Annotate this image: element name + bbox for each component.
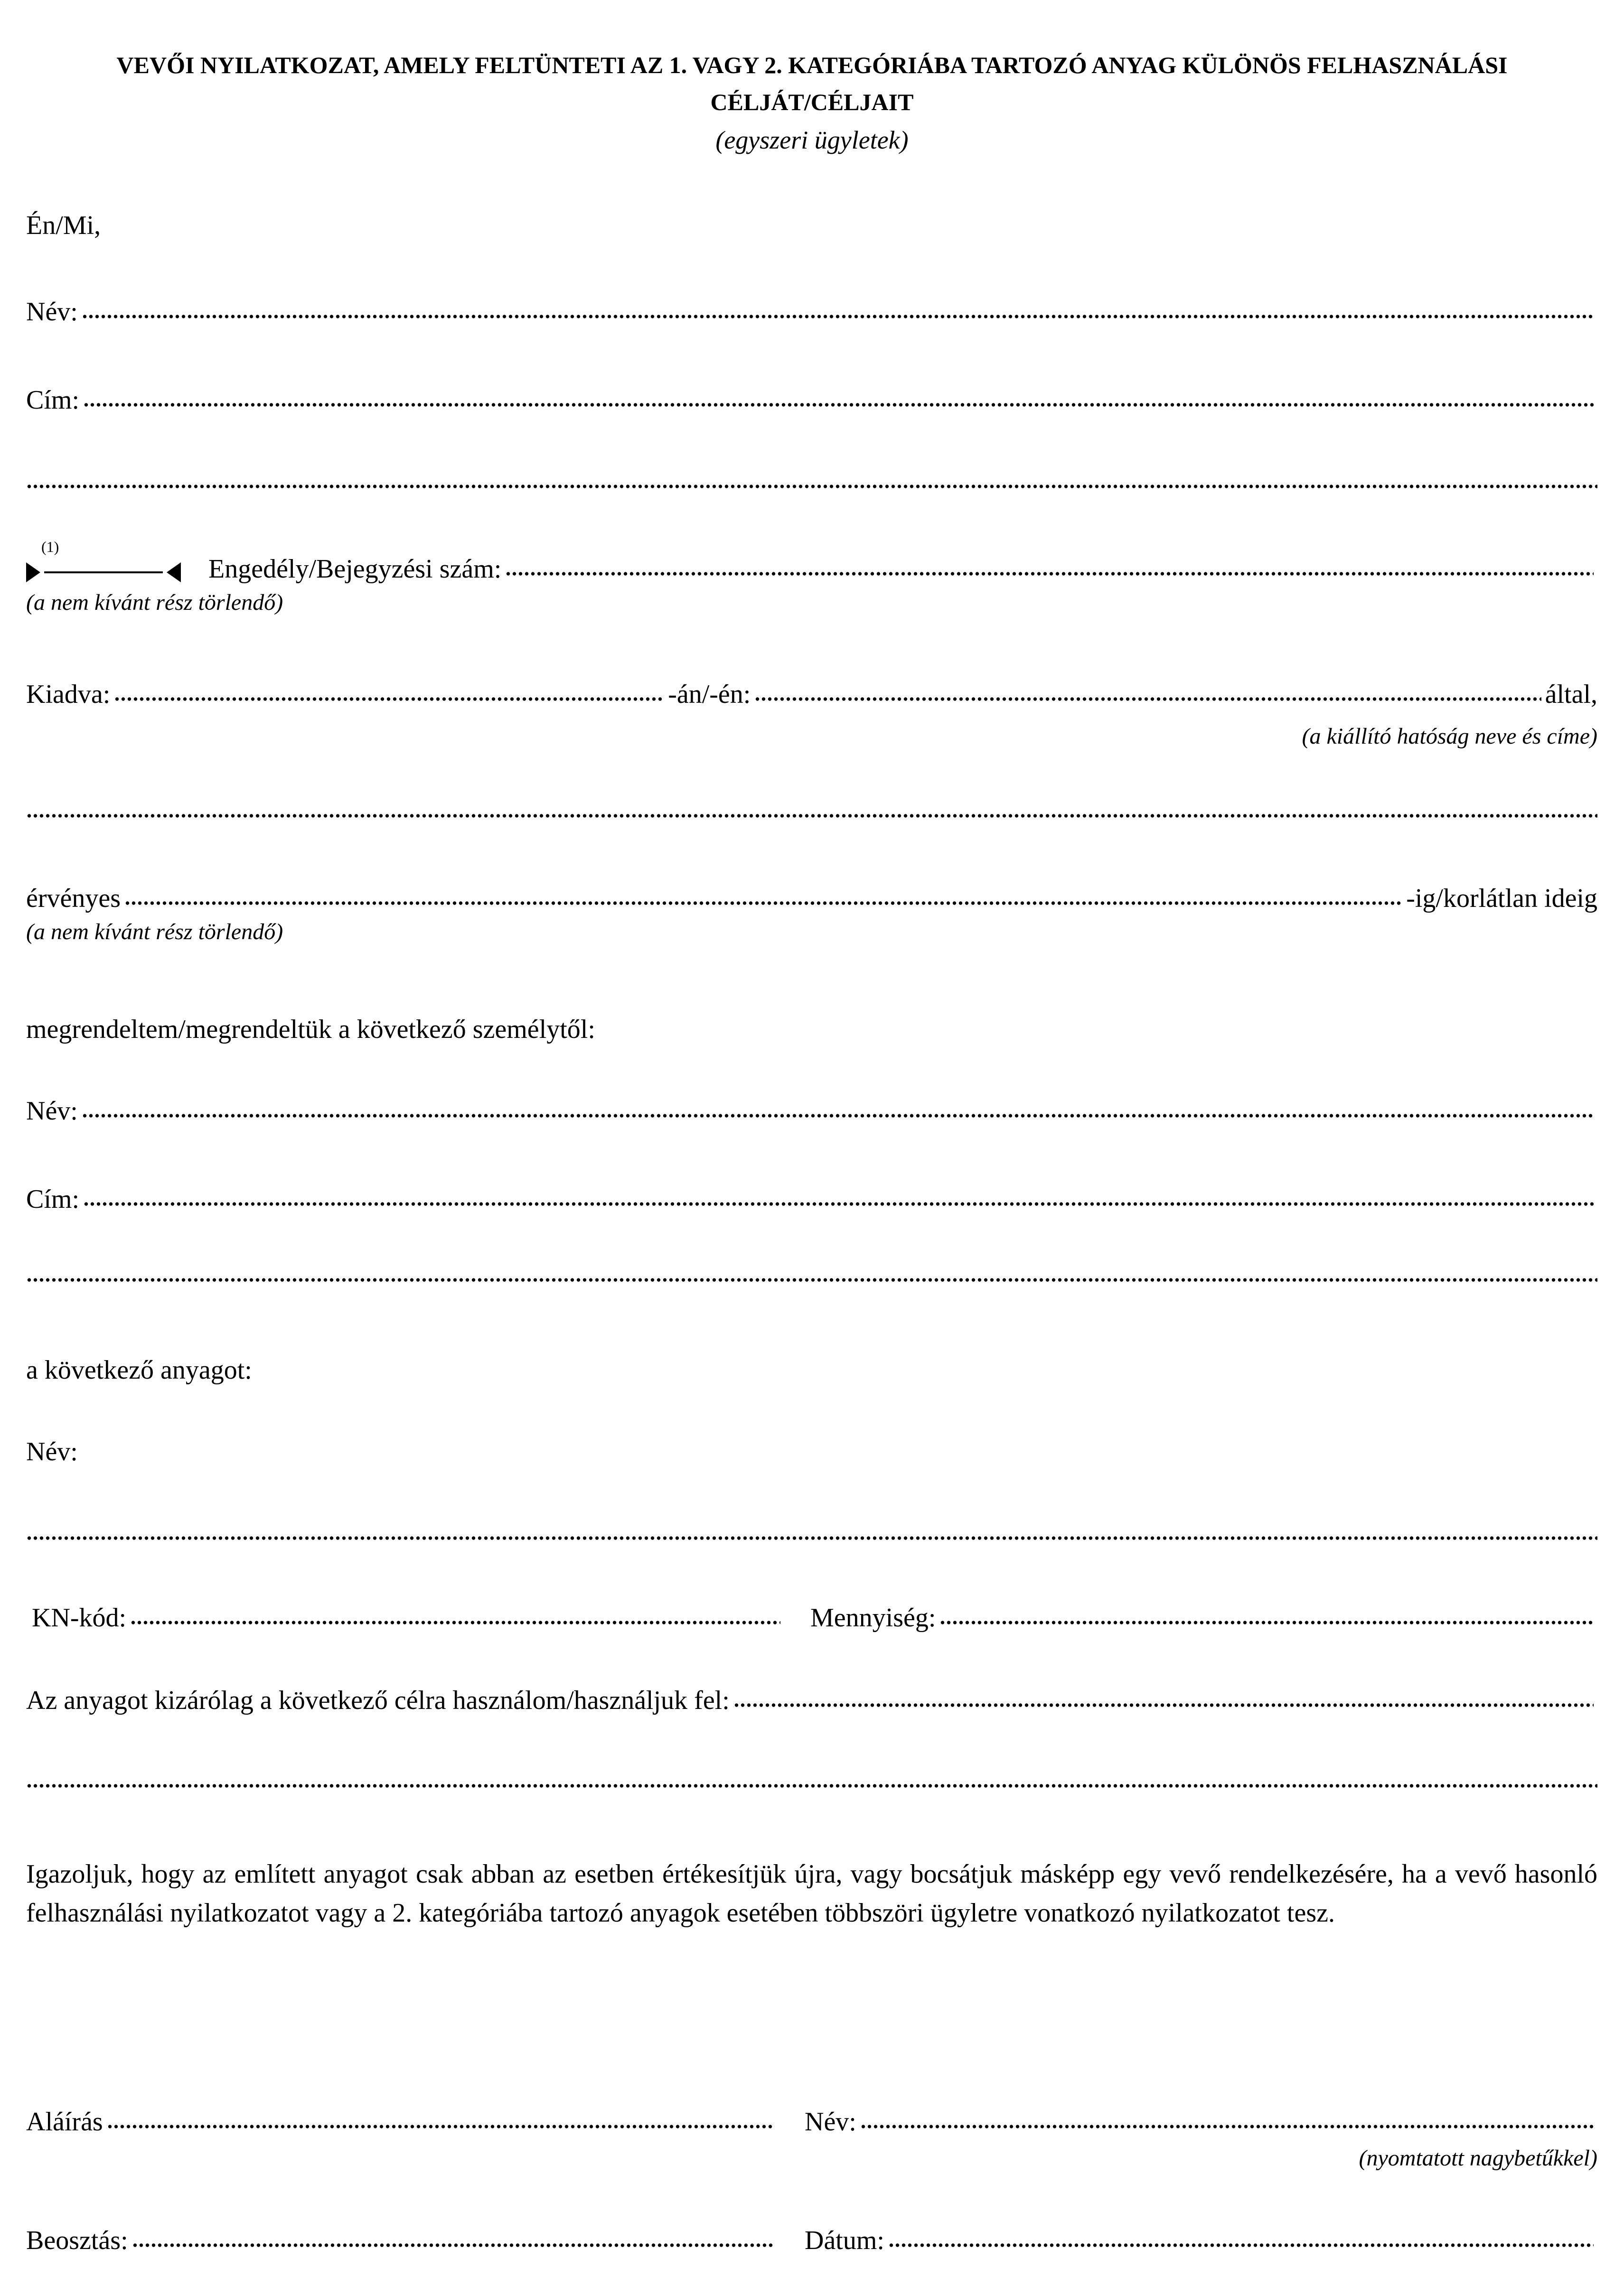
- date-label: Dátum:: [805, 2226, 884, 2255]
- amendment-marker: [26, 538, 181, 582]
- page-title-line-2: CÉLJÁT/CÉLJAIT: [710, 89, 914, 115]
- print-note-row: [26, 2144, 1597, 2173]
- substance-intro-row: [26, 1353, 1597, 1387]
- supplier-address-label: Cím:: [26, 1185, 80, 1214]
- use-purpose-label: Az anyagot kizárólag a következő célra használom/használjuk fel:: [26, 1686, 730, 1715]
- position-column: [26, 2224, 779, 2257]
- position-field: [132, 2242, 775, 2248]
- use-purpose-row: [26, 1684, 1597, 1717]
- supplier-name-row: [26, 1094, 1597, 1128]
- cn-code-field: [130, 1619, 780, 1625]
- licence-issued-date-field: [754, 696, 1541, 701]
- signature-column: [26, 2105, 779, 2138]
- order-intro: megrendeltem/megrendeltük a következő személytől:: [26, 1015, 595, 1044]
- amendment-footnote-ref: (1): [41, 538, 59, 555]
- quantity-label: Mennyiség:: [810, 1603, 936, 1633]
- signatory-name-column: [805, 2105, 1597, 2138]
- issuing-authority-note: (a kiállító hatóság neve és címe): [1302, 724, 1597, 749]
- triangle-right-icon: [26, 562, 40, 582]
- declarant-intro-row: [26, 209, 1597, 242]
- declarant-address-row: [26, 383, 1597, 417]
- amendment-marker-rule: [41, 538, 163, 573]
- validity-delete-note-row: [26, 918, 1597, 946]
- supplier-name-label: Név:: [26, 1096, 78, 1126]
- substance-intro: a következő anyagot:: [26, 1355, 252, 1385]
- licence-issued-row: [26, 678, 1597, 711]
- licence-delete-note: (a nem kívánt rész törlendő): [26, 590, 283, 615]
- declarant-intro: Én/Mi,: [26, 211, 101, 240]
- resale-statement: Igazoljuk, hogy az említett anyagot csak abban az esetben értékesítjük újra, vagy bocsátjuk másképp egy vevő rendelkezésére, ha a vevő hasonló felhasználási nyilatkozatot vagy a 2. kategóriába tartozó anyagok esetében többszöri ügyletre vonatkozó nyilatkozatot tesz.: [26, 1859, 1597, 1928]
- page-subtitle: (egyszeri ügyletek): [715, 126, 909, 154]
- validity-delete-note: (a nem kívánt rész törlendő): [26, 919, 283, 944]
- supplier-address-row: [26, 1183, 1597, 1216]
- licence-issued-place-field: [114, 696, 664, 701]
- position-date-row: [26, 2224, 1597, 2257]
- date-column: [805, 2224, 1597, 2257]
- licence-number-label: Engedély/Bejegyzési szám:: [208, 554, 502, 584]
- signatory-name-field: [860, 2123, 1594, 2129]
- supplier-name-field: [82, 1112, 1594, 1118]
- issuing-authority-note-row: [26, 722, 1597, 751]
- licence-number-field: [505, 570, 1594, 576]
- quantity-field: [939, 1619, 1594, 1625]
- cn-quantity-row: [26, 1601, 1597, 1634]
- licence-issued-label: Kiadva:: [26, 680, 111, 709]
- issuing-authority-field-line: [26, 812, 1597, 818]
- signature-field: [107, 2123, 775, 2129]
- declarant-address-field: [83, 401, 1594, 407]
- licence-number-row: [26, 538, 1597, 586]
- declarant-address-field-line2: [26, 483, 1597, 489]
- use-purpose-field: [733, 1702, 1594, 1708]
- signature-row: [26, 2105, 1597, 2138]
- declarant-address-label: Cím:: [26, 385, 80, 415]
- substance-name-row: [26, 1435, 1597, 1468]
- licence-issued-on-label: -án/-én:: [668, 680, 751, 709]
- substance-name-field-line: [26, 1535, 1597, 1540]
- triangle-left-icon: [167, 562, 181, 582]
- page-title: [0, 47, 1624, 121]
- print-note: (nyomtatott nagybetűkkel): [1359, 2146, 1597, 2171]
- supplier-address-field: [83, 1201, 1594, 1206]
- cn-code-column: [26, 1601, 784, 1634]
- order-intro-row: [26, 1013, 1597, 1046]
- declarant-name-row: [26, 295, 1597, 328]
- declarant-name-field: [82, 313, 1594, 319]
- signatory-name-label: Név:: [805, 2107, 856, 2137]
- quantity-column: [810, 1601, 1597, 1634]
- cn-code-label: KN-kód:: [32, 1603, 127, 1633]
- page-title-line-1: VEVŐI NYILATKOZAT, AMELY FELTÜNTETI AZ 1. VAGY 2. KATEGÓRIÁBA TARTOZÓ ANYAG KÜLÖNÖS FELHASZNÁLÁSI: [116, 52, 1508, 78]
- date-field: [888, 2242, 1594, 2248]
- licence-valid-until-field: [124, 900, 1402, 905]
- use-purpose-field-line2: [26, 1783, 1597, 1788]
- position-label: Beosztás:: [26, 2226, 128, 2255]
- licence-validity-row: [26, 882, 1597, 915]
- licence-issued-by-label: által,: [1545, 680, 1597, 709]
- signature-label: Aláírás: [26, 2107, 103, 2137]
- licence-delete-note-row: [26, 588, 1597, 617]
- substance-name-label: Név:: [26, 1437, 78, 1466]
- supplier-address-field-line2: [26, 1277, 1597, 1282]
- licence-valid-until-label: -ig/korlátlan ideig: [1406, 884, 1597, 913]
- declarant-name-label: Név:: [26, 297, 78, 327]
- licence-valid-label: érvényes: [26, 884, 121, 913]
